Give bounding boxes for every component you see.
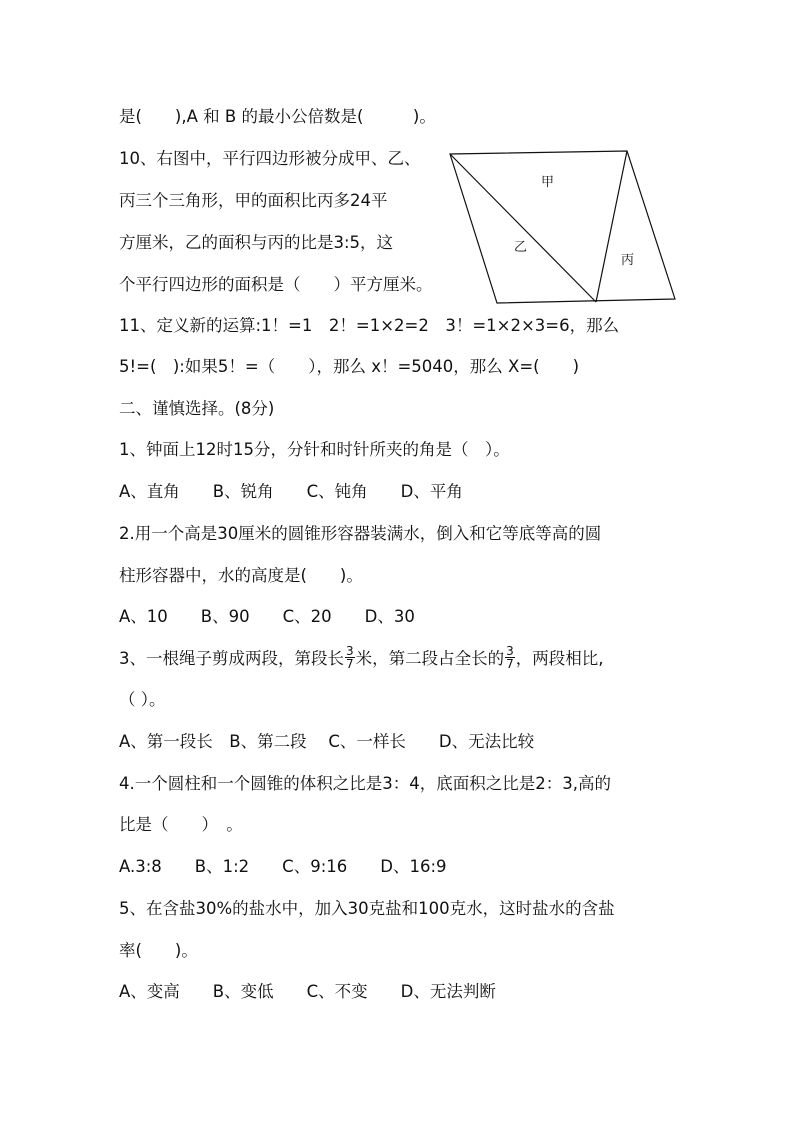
label-bing: 丙 <box>621 253 635 268</box>
question-1-options: A、直角 B、锐角 C、钝角 D、平角 <box>119 482 463 501</box>
question-2-line-2: 柱形容器中，水的高度是( )。 <box>119 566 363 585</box>
fraction-2 <box>505 645 515 670</box>
question-5-line-1: 5、在含盐30%的盐水中，加入30克盐和100克水，这时盐水的含盐 <box>119 899 615 918</box>
divider-line <box>596 151 627 302</box>
question-5-options: A、变高 B、变低 C、不变 D、无法判断 <box>119 982 496 1001</box>
fraction-1-numerator: 3 <box>346 644 354 658</box>
question-3-line-1 <box>119 644 604 672</box>
question-3-text-c: ，两段相比, <box>515 649 604 668</box>
parallelogram-outline <box>450 151 675 303</box>
fraction-2-denominator: 7 <box>506 657 514 671</box>
question-10-line-4: 个平行四边形的面积是（ ）平方厘米。 <box>119 275 433 294</box>
question-10-line-2: 丙三个三角形，甲的面积比丙多24平 <box>119 191 388 210</box>
question-4-line-1: 4.一个圆柱和一个圆锥的体积之比是3：4，底面积之比是2：3,高的 <box>119 774 611 793</box>
question-3-line-2: （ ）。 <box>119 690 166 709</box>
text-line-1: 是( ),A 和 B 的最小公倍数是( )。 <box>119 107 436 126</box>
question-2-options: A、10 B、90 C、20 D、30 <box>119 607 415 626</box>
diagonal-line <box>450 154 596 302</box>
question-3-options: A、第一段长 B、第二段 C、一样长 D、无法比较 <box>119 732 535 751</box>
parallelogram-figure <box>445 148 680 308</box>
fraction-1 <box>345 645 355 670</box>
fraction-2-numerator: 3 <box>506 644 514 658</box>
question-4-options: A.3:8 B、1:2 C、9:16 D、16:9 <box>119 857 447 876</box>
label-jia: 甲 <box>541 175 555 190</box>
question-5-line-2: 率( )。 <box>119 941 198 960</box>
question-10-line-1: 10、右图中，平行四边形被分成甲、乙、 <box>119 149 421 168</box>
question-11-line-1: 11、定义新的运算:1！=1 2！=1×2=2 3！=1×2×3=6，那么 <box>119 316 620 335</box>
question-3-text-a: 3、一根绳子剪成两段，第段长 <box>119 649 344 668</box>
question-4-line-2: 比是（ ） 。 <box>119 815 243 834</box>
question-1: 1、钟面上12时15分，分针和时针所夹的角是（ ）。 <box>119 440 510 459</box>
label-yi: 乙 <box>514 240 528 255</box>
question-11-line-2: 5!=( ):如果5！=（ ），那么 x！=5040，那么 X=( ) <box>119 357 580 376</box>
fraction-1-denominator: 7 <box>346 657 354 671</box>
question-10-line-3: 方厘米，乙的面积与丙的比是3:5，这 <box>119 233 394 252</box>
question-3-text-b: 米，第二段占全长的 <box>355 649 505 668</box>
section-2-heading: 二、谨慎选择。(8分) <box>119 399 275 418</box>
question-2-line-1: 2.用一个高是30厘米的圆锥形容器装满水，倒入和它等底等高的圆 <box>119 524 602 543</box>
